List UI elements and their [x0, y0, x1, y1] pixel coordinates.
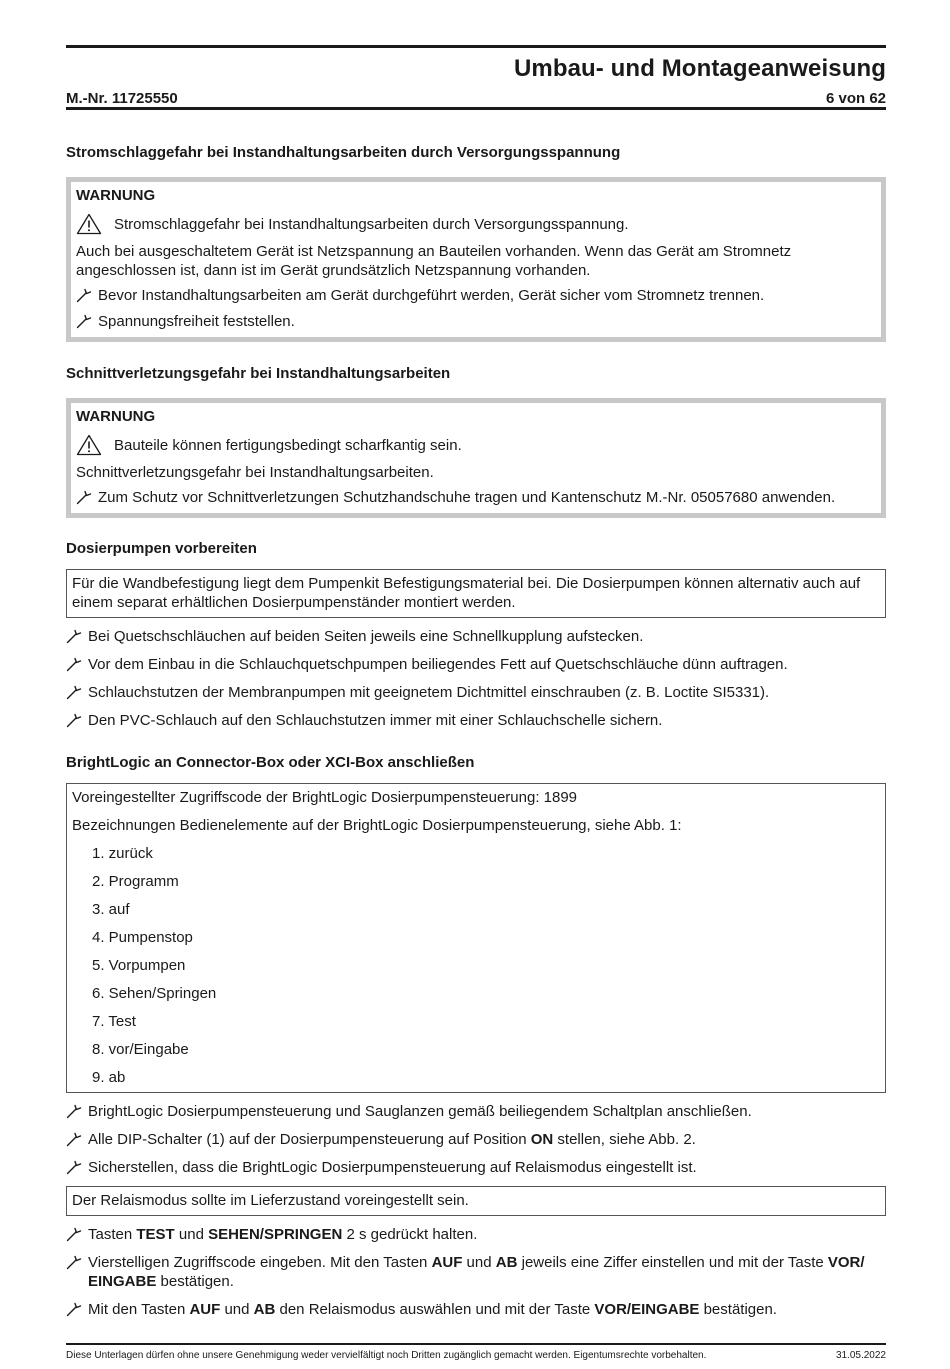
control-item: 6. Sehen/Springen — [92, 985, 217, 1002]
step-keyword: ON — [530, 1131, 554, 1148]
section-heading-brightlogic: BrightLogic an Connector-Box oder XCI-Box anschließen — [66, 754, 475, 771]
step-text-part: bestätigen. — [156, 1273, 234, 1290]
warning-title: WARNUNG — [76, 187, 156, 204]
step-keyword: AB — [495, 1254, 518, 1271]
control-item: 4. Pumpenstop — [92, 929, 193, 946]
step-text-part: Tasten — [88, 1226, 137, 1243]
step-text: Zum Schutz vor Schnittverletzungen Schutzhandschuhe tragen und Kantenschutz M.-Nr. 05057680 anwenden. — [98, 489, 836, 506]
wrench-icon — [76, 489, 92, 505]
note-box-mounting: Für die Wandbefestigung liegt dem Pumpenkit Befestigungsmaterial bei. Die Dosierpumpen können alternativ auch auf einem separat erhältlichen Dosierpumpenständer montiert werden. — [66, 569, 886, 618]
warning-description: Auch bei ausgeschaltetem Gerät ist Netzspannung an Bauteilen vorhanden. Wenn das Gerät am Stromnetz angeschlossen ist, dann ist im Gerät grundsätzlich Netzspannung vorhanden. — [76, 243, 792, 279]
step-keyword: VOR/EINGABE — [594, 1301, 700, 1318]
note-box-relay-mode: Der Relaismodus sollte im Lieferzustand voreingestellt sein. — [66, 1186, 886, 1216]
wrench-icon — [66, 1159, 82, 1175]
info-box-controls — [66, 783, 886, 1093]
wrench-icon — [66, 628, 82, 644]
warning-triangle-icon — [76, 213, 102, 235]
wrench-icon — [76, 287, 92, 303]
step-keyword: AUF — [431, 1254, 463, 1271]
step-keyword: VOR/ EINGABE — [88, 1254, 865, 1290]
warning-box-cut-hazard — [66, 398, 886, 518]
wrench-icon — [66, 1103, 82, 1119]
step-text: Den PVC-Schlauch auf den Schlauchstutzen immer mit einer Schlauchschelle sichern. — [88, 712, 663, 729]
instruction-step — [66, 1102, 886, 1121]
footer-disclaimer: Diese Unterlagen dürfen ohne unsere Genehmigung weder vervielfältigt noch Dritten zugänglich gemacht werden. Eigentumsrechte vorbehalten. — [66, 1350, 707, 1361]
section-heading-prepare-pumps: Dosierpumpen vorbereiten — [66, 540, 257, 557]
wrench-icon — [66, 656, 82, 672]
step-text — [88, 1300, 777, 1319]
warning-step — [76, 286, 876, 305]
instruction-step — [66, 1300, 886, 1319]
control-item: 3. auf — [92, 901, 130, 918]
content — [66, 144, 886, 1319]
page-number: 6 von 62 — [825, 90, 886, 107]
step-text-part: bestätigen. — [699, 1301, 777, 1318]
instruction-step — [66, 1130, 886, 1149]
instruction-step — [66, 1158, 886, 1177]
control-item: 5. Vorpumpen — [92, 957, 186, 974]
page — [66, 0, 886, 1369]
step-text-part: und — [462, 1254, 496, 1271]
hazard-text: Bauteile können fertigungsbedingt scharfkantig sein. — [114, 436, 462, 454]
instruction-step — [66, 683, 886, 702]
warning-step — [76, 312, 876, 331]
step-text: Spannungsfreiheit feststellen. — [98, 313, 295, 330]
control-item: 8. vor/Eingabe — [92, 1041, 189, 1058]
document-number: M.-Nr. 11725550 — [66, 90, 178, 107]
access-code-line: Voreingestellter Zugriffscode der BrightLogic Dosierpumpensteuerung: 1899 — [72, 789, 578, 806]
step-text: BrightLogic Dosierpumpensteuerung und Sauglanzen gemäß beiliegendem Schaltplan anschließen. — [88, 1103, 752, 1120]
wrench-icon — [66, 1226, 82, 1242]
warning-title: WARNUNG — [76, 408, 156, 425]
step-text-part: Mit den Tasten — [88, 1301, 190, 1318]
step-keyword: AUF — [189, 1301, 221, 1318]
wrench-icon — [66, 712, 82, 728]
hazard-line — [76, 434, 876, 456]
header-rule — [66, 107, 886, 110]
step-text — [88, 1225, 477, 1244]
warning-description: Schnittverletzungsgefahr bei Instandhaltungsarbeiten. — [76, 464, 434, 481]
step-text — [88, 1130, 696, 1149]
step-text-part: jeweils eine Ziffer einstellen und mit der Taste — [517, 1254, 828, 1271]
top-rule — [66, 45, 886, 48]
step-keyword: SEHEN/SPRINGEN — [208, 1226, 343, 1243]
step-text-part: 2 s gedrückt halten. — [342, 1226, 478, 1243]
step-text-part: stellen, siehe Abb. 2. — [553, 1131, 696, 1148]
section-heading-cut-hazard: Schnittverletzungsgefahr bei Instandhaltungsarbeiten — [66, 365, 451, 382]
step-text: Sicherstellen, dass die BrightLogic Dosierpumpensteuerung auf Relaismodus eingestellt ist. — [88, 1159, 697, 1176]
control-item: 7. Test — [92, 1013, 136, 1030]
step-keyword: AB — [253, 1301, 276, 1318]
step-text: Schlauchstutzen der Membranpumpen mit geeignetem Dichtmittel einschrauben (z. B. Loctite SI5331). — [88, 684, 770, 701]
instruction-step — [66, 627, 886, 646]
step-text-part: Alle DIP-Schalter (1) auf der Dosierpumpensteuerung auf Position — [88, 1131, 531, 1148]
warning-triangle-icon — [76, 434, 102, 456]
warning-step — [76, 488, 876, 507]
step-text-part: den Relaismodus auswählen und mit der Taste — [275, 1301, 595, 1318]
step-text-part: und — [220, 1301, 254, 1318]
warning-box-electric-shock — [66, 177, 886, 342]
wrench-icon — [66, 1301, 82, 1317]
step-keyword: TEST — [136, 1226, 175, 1243]
control-item: 2. Programm — [92, 873, 179, 890]
instruction-step — [66, 655, 886, 674]
hazard-text: Stromschlaggefahr bei Instandhaltungsarbeiten durch Versorgungsspannung. — [114, 215, 629, 233]
instruction-step — [66, 1253, 886, 1291]
hazard-line — [76, 213, 876, 235]
controls-intro: Bezeichnungen Bedienelemente auf der BrightLogic Dosierpumpensteuerung, siehe Abb. 1: — [72, 817, 682, 834]
control-item: 9. ab — [92, 1069, 126, 1086]
step-text-part: und — [174, 1226, 209, 1243]
instruction-step — [66, 711, 886, 730]
step-text: Vor dem Einbau in die Schlauchquetschpumpen beiliegendes Fett auf Quetschschläuche dünn auftragen. — [88, 656, 788, 673]
wrench-icon — [66, 684, 82, 700]
wrench-icon — [76, 313, 92, 329]
step-text: Bei Quetschschläuchen auf beiden Seiten jeweils eine Schnellkupplung aufstecken. — [88, 628, 644, 645]
document-title: Umbau- und Montageanweisung — [513, 55, 886, 82]
footer-rule — [66, 1343, 886, 1345]
step-text: Bevor Instandhaltungsarbeiten am Gerät durchgeführt werden, Gerät sicher vom Stromnetz trennen. — [98, 287, 765, 304]
step-text — [88, 1253, 886, 1291]
section-heading-electric-shock: Stromschlaggefahr bei Instandhaltungsarbeiten durch Versorgungsspannung — [66, 144, 621, 161]
footer-date: 31.05.2022 — [835, 1350, 886, 1361]
wrench-icon — [66, 1254, 82, 1270]
control-item: 1. zurück — [92, 845, 153, 862]
instruction-step — [66, 1225, 886, 1244]
step-text-part: Vierstelligen Zugriffscode eingeben. Mit den Tasten — [88, 1254, 432, 1271]
wrench-icon — [66, 1131, 82, 1147]
